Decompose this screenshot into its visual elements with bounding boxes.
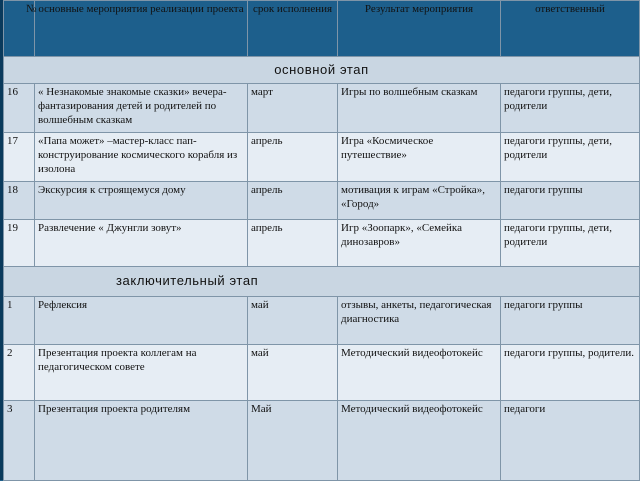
project-plan-table — [3, 0, 640, 481]
row-result: Игры по волшебным сказкам — [338, 84, 501, 133]
row-responsible: педагоги группы, родители. — [501, 345, 640, 401]
table-row — [4, 297, 640, 345]
table-row — [4, 345, 640, 401]
row-activity: « Незнакомые знакомые сказки» вечера-фантазирования детей и родителей по волшебным сказкам — [35, 84, 248, 133]
row-result: Игра «Космическое путешествие» — [338, 133, 501, 182]
row-number: 19 — [4, 220, 35, 267]
row-number: 1 — [4, 297, 35, 345]
row-deadline: май — [248, 345, 338, 401]
row-activity: Презентация проекта родителям — [35, 401, 248, 481]
row-result: отзывы, анкеты, педагогическая диагностика — [338, 297, 501, 345]
row-responsible: педагоги группы, дети, родители — [501, 220, 640, 267]
row-deadline: Май — [248, 401, 338, 481]
phase-row-main — [4, 57, 640, 84]
row-deadline: апрель — [248, 133, 338, 182]
row-responsible: педагоги группы, дети, родители — [501, 133, 640, 182]
row-number: 17 — [4, 133, 35, 182]
table-row — [4, 133, 640, 182]
row-activity: «Папа может» –мастер-класс пап-конструирование космического корабля из изолона — [35, 133, 248, 182]
phase-title: основной этап — [4, 57, 640, 84]
row-activity: Развлечение « Джунгли зовут» — [35, 220, 248, 267]
table-row — [4, 401, 640, 481]
header-result: Результат мероприятия — [338, 1, 501, 57]
row-deadline: апрель — [248, 220, 338, 267]
row-result: Методический видеофотокейс — [338, 345, 501, 401]
header-responsible: ответственный — [501, 1, 640, 57]
row-result: мотивация к играм «Стройка», «Город» — [338, 182, 501, 220]
row-number: 18 — [4, 182, 35, 220]
header-deadline: срок исполнения — [248, 1, 338, 57]
table-row — [4, 220, 640, 267]
row-number: 2 — [4, 345, 35, 401]
phase-title: заключительный этап — [4, 267, 640, 297]
row-deadline: март — [248, 84, 338, 133]
row-activity: Презентация проекта коллегам на педагогическом совете — [35, 345, 248, 401]
header-num: № — [4, 1, 35, 57]
row-number: 16 — [4, 84, 35, 133]
row-result: Методический видеофотокейс — [338, 401, 501, 481]
row-activity: Рефлексия — [35, 297, 248, 345]
table-row — [4, 84, 640, 133]
phase-row-final — [4, 267, 640, 297]
header-row — [4, 1, 640, 57]
row-responsible: педагоги — [501, 401, 640, 481]
row-number: 3 — [4, 401, 35, 481]
row-deadline: апрель — [248, 182, 338, 220]
row-responsible: педагоги группы — [501, 182, 640, 220]
row-activity: Экскурсия к строящемуся дому — [35, 182, 248, 220]
row-result: Игр «Зоопарк», «Семейка динозавров» — [338, 220, 501, 267]
header-activities: основные мероприятия реализации проекта — [35, 1, 248, 57]
table-row — [4, 182, 640, 220]
row-deadline: май — [248, 297, 338, 345]
row-responsible: педагоги группы, дети, родители — [501, 84, 640, 133]
row-responsible: педагоги группы — [501, 297, 640, 345]
